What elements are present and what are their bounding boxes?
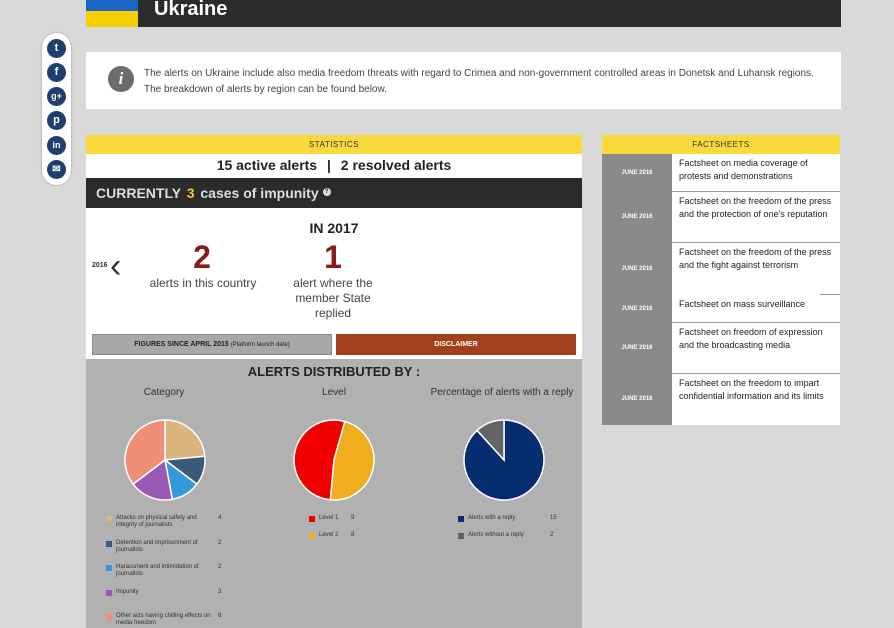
help-icon[interactable]: ? — [323, 188, 331, 196]
legend-swatch — [458, 516, 464, 522]
category-chart-title: Category — [143, 387, 185, 398]
legend-swatch — [309, 516, 315, 522]
linkedin-icon[interactable]: in — [47, 136, 66, 155]
legend-value: 2 — [218, 539, 222, 546]
alerts-count: 2 — [193, 239, 211, 275]
active-alerts: 15 active alerts — [216, 157, 318, 173]
legend-swatch — [106, 565, 112, 571]
previous-year-label[interactable]: 2016 — [92, 262, 108, 269]
year-title: IN 2017 — [309, 220, 359, 236]
legend-swatch — [106, 614, 112, 620]
legend-label: Attacks on physical safety and integrity of journalists — [116, 515, 197, 528]
legend-swatch — [106, 590, 112, 596]
pinterest-icon[interactable]: p — [47, 111, 66, 130]
disclaimer-button[interactable]: DISCLAIMER — [336, 334, 576, 355]
legend-swatch — [309, 533, 315, 539]
level-legend-item — [309, 515, 369, 531]
info-line-1: The alerts on Ukraine include also media freedom threats with regard to Crimea and non-government controlled areas in Donetsk and Luhansk regions. — [144, 68, 814, 79]
level-legend-item — [309, 532, 369, 548]
category-pie-chart — [122, 417, 208, 503]
factsheet-title[interactable]: Factsheet on the freedom of the press and the fight against terrorism — [679, 247, 832, 270]
legend-label: Alerts with a reply — [468, 515, 516, 521]
category-legend-item — [106, 589, 226, 605]
reply-legend-item — [458, 515, 557, 531]
factsheet-date: JUNE 2016 — [602, 295, 672, 323]
info-box — [86, 52, 841, 109]
category-slice-0[interactable] — [165, 420, 205, 460]
factsheet-item[interactable] — [602, 243, 840, 295]
reply-chart-title: Percentage of alerts with a reply — [430, 387, 574, 398]
distribution-title: ALERTS DISTRIBUTED BY : — [247, 364, 421, 379]
factsheet-item[interactable] — [602, 295, 840, 323]
factsheet-date: JUNE 2016 — [602, 243, 672, 295]
alerts-distribution — [86, 359, 582, 628]
factsheet-title[interactable]: Factsheet on the freedom to impart confidential information and its limits — [679, 378, 824, 401]
info-line-2: The breakdown of alerts by region can be found below. — [144, 84, 387, 95]
factsheet-date: JUNE 2016 — [602, 154, 672, 192]
figures-since-button[interactable] — [92, 334, 332, 355]
level-chart-title: Level — [322, 387, 346, 398]
resolved-alerts: 2 resolved alerts — [340, 157, 452, 173]
replied-count: 1 — [324, 239, 342, 275]
facebook-icon[interactable]: f — [47, 63, 66, 82]
legend-value: 4 — [218, 515, 222, 521]
impunity-bar — [86, 178, 582, 208]
legend-swatch — [106, 516, 112, 522]
category-legend-item — [106, 540, 226, 556]
legend-label: Other acts having chilling effects on media freedom — [116, 613, 211, 626]
factsheet-item[interactable] — [602, 154, 840, 192]
factsheet-title[interactable]: Factsheet on the freedom of the press and the protection of one's reputation — [679, 196, 832, 219]
category-legend-item — [106, 515, 226, 531]
factsheet-title[interactable]: Factsheet on mass surveillance — [679, 299, 806, 309]
summary-separator: | — [326, 157, 331, 173]
factsheet-item[interactable] — [602, 192, 840, 243]
ukraine-flag-icon — [86, 0, 138, 27]
legend-value: 3 — [218, 588, 222, 595]
statistics-header: STATISTICS — [86, 135, 582, 154]
legend-label: Harassment and intimidation of journalists — [116, 564, 199, 577]
factsheet-date: JUNE 2016 — [602, 192, 672, 243]
factsheet-date: JUNE 2016 — [602, 374, 672, 425]
email-icon[interactable]: ✉ — [47, 160, 66, 179]
legend-value: 8 — [351, 532, 355, 538]
chevron-left-icon[interactable]: ‹ — [110, 247, 122, 285]
reply-pie-chart — [461, 417, 547, 503]
statistics-panel — [86, 135, 582, 628]
legend-value: 2 — [218, 564, 222, 570]
legend-label: Level 1 — [319, 515, 339, 521]
legend-swatch — [458, 533, 464, 539]
alerts-summary — [86, 157, 582, 173]
factsheets-header: FACTSHEETS — [602, 135, 840, 154]
factsheet-item[interactable] — [602, 374, 840, 425]
figures-button-label: FIGURES SINCE APRIL 2015 — [134, 341, 229, 348]
legend-label: Impunity — [116, 588, 139, 595]
impunity-label: cases of impunity — [200, 185, 319, 201]
currently-label: CURRENTLY — [96, 185, 181, 201]
replied-label: alert where the member State replied — [293, 276, 373, 320]
country-header — [86, 0, 841, 27]
factsheet-date: JUNE 2016 — [602, 323, 672, 374]
info-icon: i — [108, 66, 134, 92]
factsheet-title[interactable]: Factsheet on media coverage of protests and demonstrations — [679, 158, 808, 181]
twitter-icon[interactable]: t — [47, 39, 66, 58]
category-legend-item — [106, 564, 226, 580]
legend-value: 6 — [218, 613, 222, 619]
legend-value: 9 — [351, 515, 355, 521]
country-title: Ukraine — [154, 0, 228, 20]
category-legend-item — [106, 613, 226, 628]
legend-label: Level 2 — [319, 532, 339, 538]
legend-label: Alerts without a reply — [468, 532, 524, 538]
legend-value: 15 — [550, 515, 557, 521]
legend-label: Detention and imprisonment of journalists — [116, 539, 198, 553]
social-share-bar — [42, 33, 71, 185]
factsheets-panel — [602, 135, 840, 425]
factsheet-item[interactable] — [602, 323, 840, 374]
info-text — [144, 66, 834, 98]
level-pie-chart — [291, 417, 377, 503]
google-plus-icon[interactable]: g+ — [47, 87, 66, 106]
legend-swatch — [106, 541, 112, 547]
figures-button-note: (Platform launch date) — [230, 342, 290, 348]
alerts-label: alerts in this country — [149, 276, 257, 290]
reply-legend-item — [458, 532, 554, 548]
impunity-count: 3 — [186, 185, 195, 201]
legend-value: 2 — [550, 532, 554, 538]
factsheet-title[interactable]: Factsheet on freedom of expression and the broadcasting media — [679, 327, 823, 350]
